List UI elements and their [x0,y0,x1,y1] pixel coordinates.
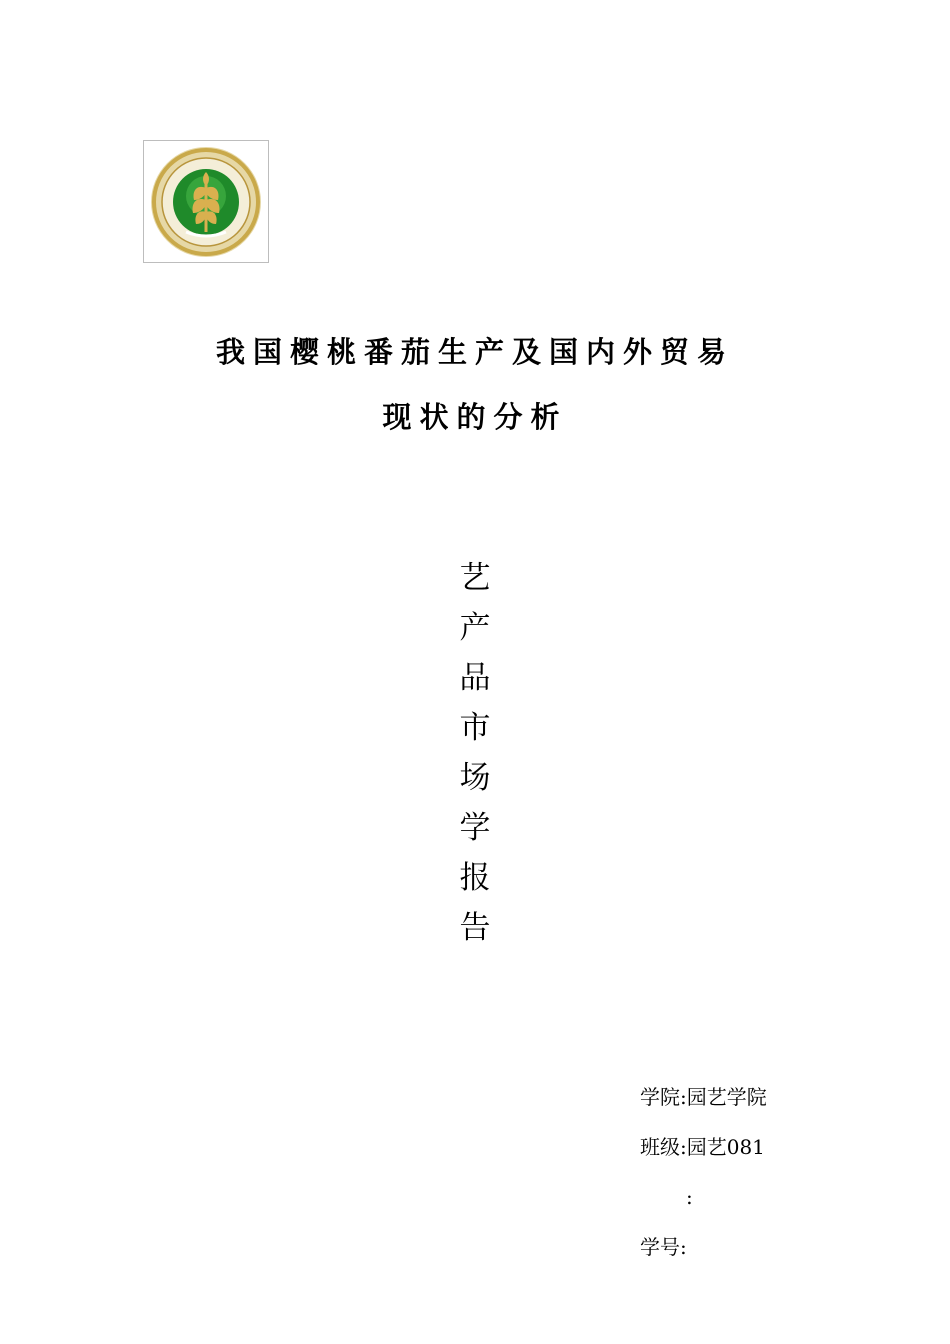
college-field: 学院:园艺学院 [640,1085,767,1109]
course-char: 艺 [459,560,491,596]
course-char: 场 [459,760,491,796]
course-name-vertical [455,553,495,953]
name-field: : [686,1185,693,1209]
course-char: 告 [459,910,491,946]
course-char: 学 [459,810,491,846]
course-char: 市 [459,710,491,746]
logo-frame [143,140,269,263]
course-char: 产 [459,610,491,646]
class-field: 班级:园艺081 [640,1135,765,1159]
university-emblem-icon [148,144,264,260]
course-char: 报 [459,860,491,896]
student-id-field: 学号: [640,1235,687,1259]
course-char: 品 [459,660,491,696]
report-title-line-1: 我国樱桃番茄生产及国内外贸易 [215,335,734,369]
student-info [640,1072,767,1272]
report-title-line-2: 现状的分析 [382,400,568,434]
